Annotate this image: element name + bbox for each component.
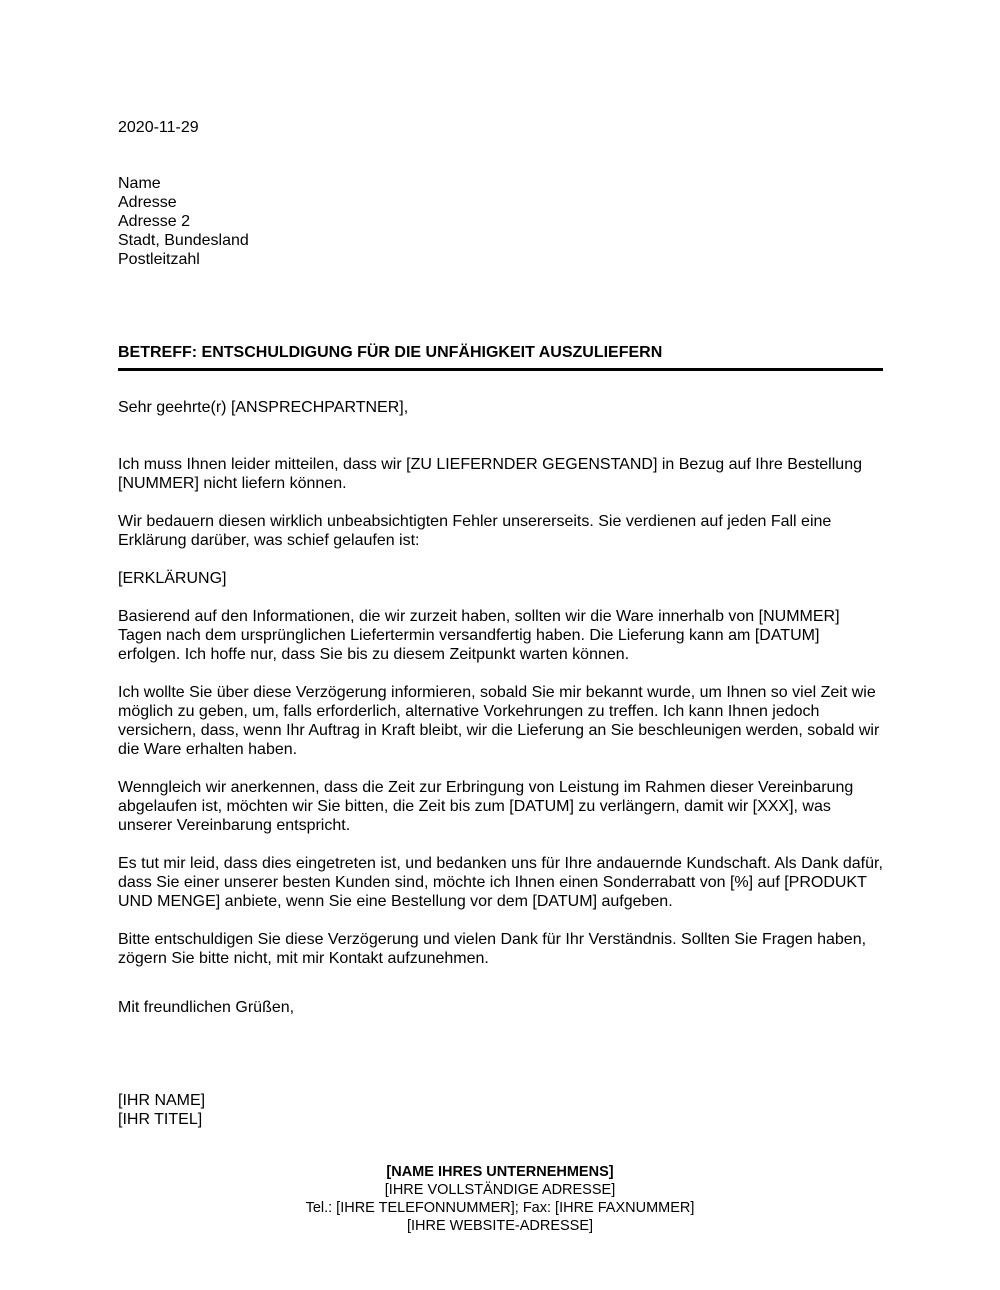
date-text: 2020-11-29 [118, 119, 199, 136]
recipient-address-line-2: Adresse 2 [118, 213, 191, 230]
salutation [118, 398, 883, 417]
body-paragraph-3: [ERKLÄRUNG] [118, 570, 227, 587]
body-paragraph-4: Basierend auf den Informationen, die wir zurzeit haben, sollten wir die Ware innerhalb von [NUMMER] Tagen nach dem ursprünglichen Liefertermin versandfertig haben. Die Lieferung kann am [DATUM] erfolgen. Ich hoffe nur, dass Sie bis zu diesem Zeitpunkt warten können. [118, 608, 840, 663]
body-paragraph-1: Ich muss Ihnen leider mitteilen, dass wir [ZU LIEFERNDER GEGENSTAND] in Bezug auf Ihre Bestellung [NUMMER] nicht liefern können. [118, 456, 862, 492]
subject-divider [118, 368, 883, 371]
recipient-name: Name [118, 175, 161, 192]
footer-company: [NAME IHRES UNTERNEHMENS] [386, 1164, 614, 1180]
letter-date [118, 118, 883, 137]
body-paragraph-6: Wenngleich wir anerkennen, dass die Zeit zur Erbringung von Leistung im Rahmen dieser Vereinbarung abgelaufen ist, möchten wir Sie bitten, die Zeit bis zum [DATUM] zu verlängern, damit wir [XXX], was unserer Vereinbarung entspricht. [118, 779, 854, 834]
recipient-address [118, 174, 883, 269]
recipient-address-line-1: Adresse [118, 194, 177, 211]
body-paragraph-7: Es tut mir leid, dass dies eingetreten ist, und bedanken uns für Ihre andauernde Kundschaft. Als Dank dafür, dass Sie einer unserer besten Kunden sind, möchte ich Ihnen einen Sonderrabatt von [%] auf [PRODUKT UND MENGE] anbiete, wenn Sie eine Bestellung vor dem [DATUM] aufgeben. [118, 855, 883, 910]
signature-title: [IHR TITEL] [118, 1111, 203, 1128]
salutation-text: Sehr geehrte(r) [ANSPRECHPARTNER], [118, 399, 409, 416]
signature-block [118, 1091, 883, 1129]
closing-text: Mit freundlichen Grüßen, [118, 999, 295, 1016]
letter-footer [0, 1163, 1000, 1235]
footer-contact: Tel.: [IHRE TELEFONNUMMER]; Fax: [IHRE FAXNUMMER] [305, 1200, 695, 1216]
body-paragraph-8: Bitte entschuldigen Sie diese Verzögerung und vielen Dank für Ihr Verständnis. Sollten Sie Fragen haben, zögern Sie bitte nicht, mit mir Kontakt aufzunehmen. [118, 931, 867, 967]
recipient-postal-code: Postleitzahl [118, 251, 200, 268]
footer-address: [IHRE VOLLSTÄNDIGE ADRESSE] [384, 1182, 616, 1198]
signature-name: [IHR NAME] [118, 1092, 206, 1109]
closing [118, 998, 883, 1017]
footer-website: [IHRE WEBSITE-ADRESSE] [406, 1218, 594, 1234]
subject-text: BETREFF: ENTSCHULDIGUNG FÜR DIE UNFÄHIGKEIT AUSZULIEFERN [118, 344, 663, 361]
body-paragraph-5: Ich wollte Sie über diese Verzögerung informieren, sobald Sie mir bekannt wurde, um Ihnen so viel Zeit wie möglich zu geben, um, falls erforderlich, alternative Vorkehrungen zu treffen. Ich kann Ihnen jedoch versichern, dass, wenn Ihr Auftrag in Kraft bleibt, wir die Lieferung an Sie beschleunigen werden, sobald wir die Ware erhalten haben. [118, 684, 880, 758]
body-paragraph-2: Wir bedauern diesen wirklich unbeabsichtigten Fehler unsererseits. Sie verdienen auf jeden Fall eine Erklärung darüber, was schief gelaufen ist: [118, 513, 832, 549]
subject-line [118, 343, 883, 362]
recipient-city-state: Stadt, Bundesland [118, 232, 249, 249]
letter-body [118, 455, 883, 987]
